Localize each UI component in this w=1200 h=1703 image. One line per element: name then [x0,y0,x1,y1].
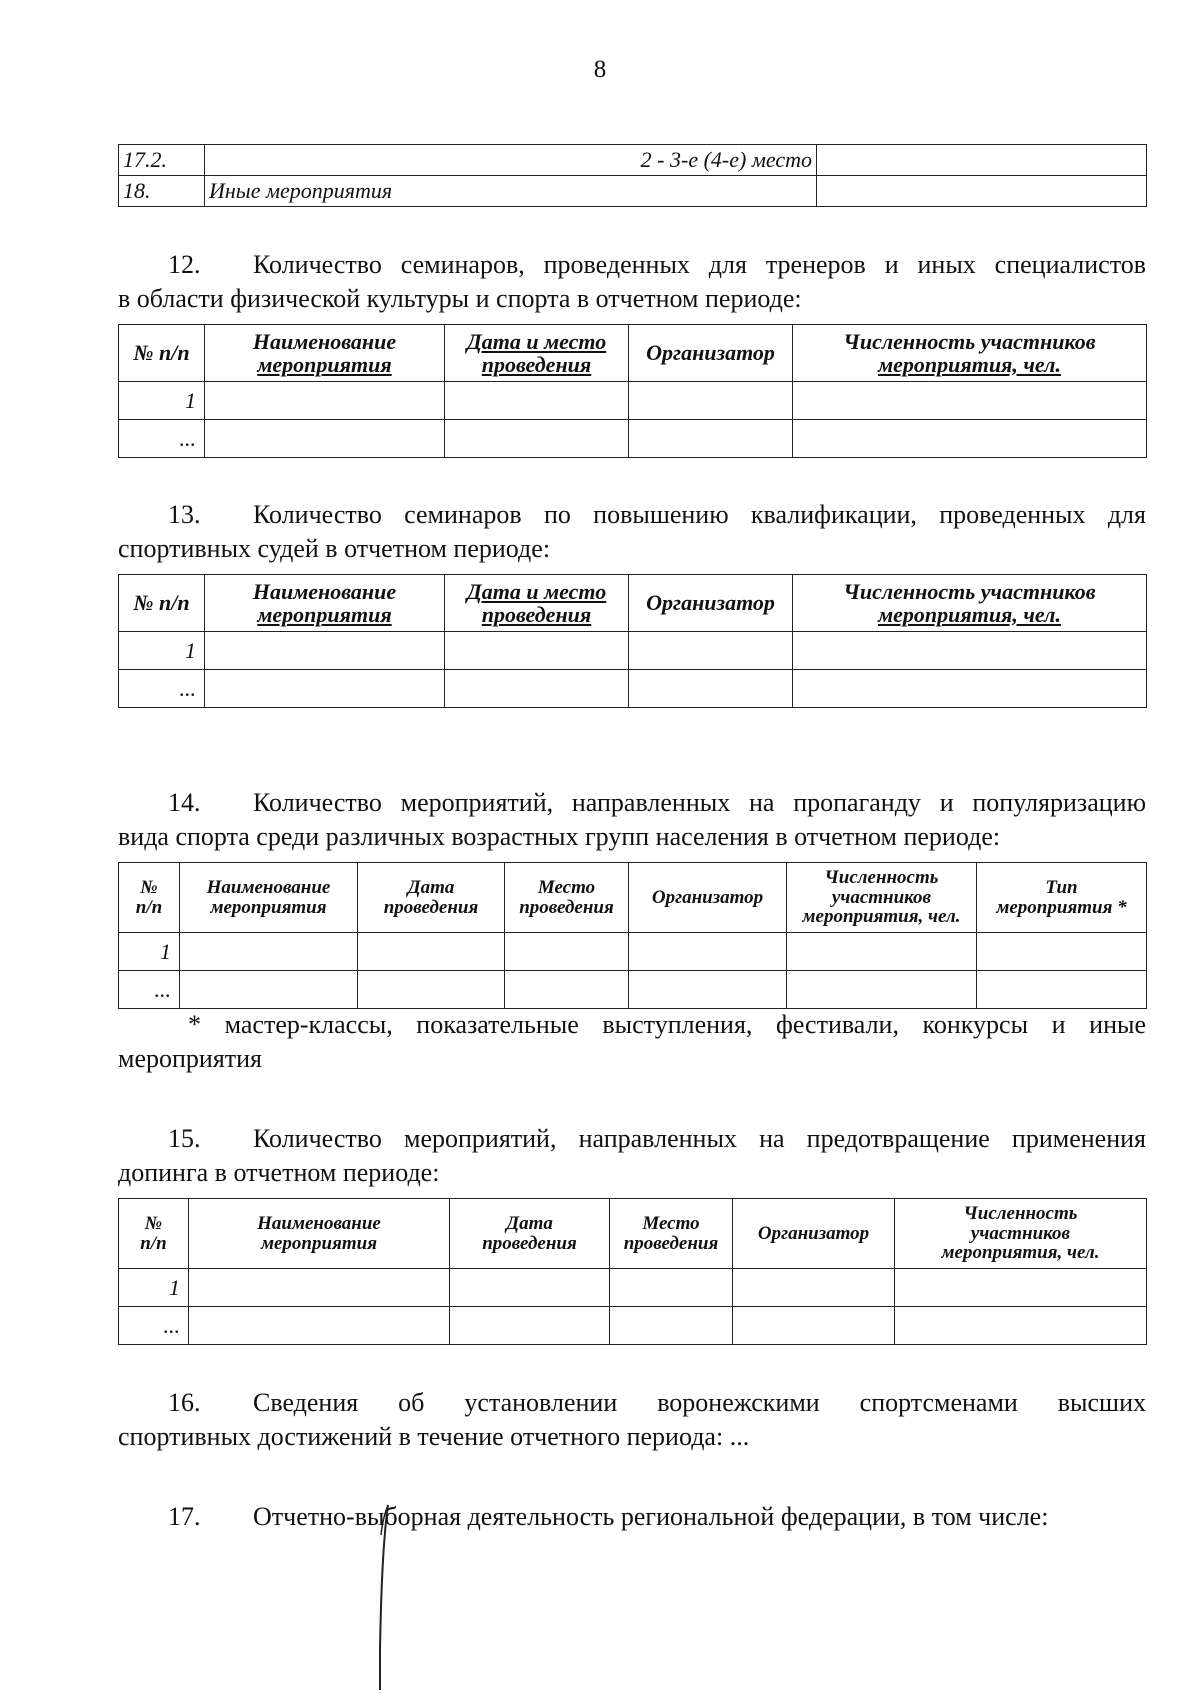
section-15-line2: допинга в отчетном периоде: [118,1158,440,1187]
table-row [119,1269,1147,1307]
row-number: 18. [119,176,205,207]
header-name: Наименование мероприятия [205,325,445,382]
section-13-text [118,498,1146,566]
seminars-coaches-table [118,324,1147,458]
footnote-line1: * мастер-классы, показательные выступления, фестивали, конкурсы и иные [188,1010,1146,1039]
row-value [817,145,1147,176]
header-date-place: Дата и место проведения [445,575,629,632]
header-place: Место проведения [505,863,629,933]
promotion-events-table [118,862,1147,1009]
row-number: 1 [119,632,205,670]
section-14-text [118,786,1146,854]
header-date: Дата проведения [450,1199,610,1269]
table-header-row [119,325,1147,382]
section-15-text [118,1122,1146,1190]
header-date: Дата проведения [358,863,505,933]
row-value [817,176,1147,207]
header-organizer: Организатор [629,325,793,382]
header-number: № п/п [119,325,205,382]
table-header-row [119,575,1147,632]
section-17-number: 17. [168,1502,201,1531]
section-13-line1: Количество семинаров по повышению квалификации, проведенных для [253,500,1146,529]
section-12-line2: в области физической культуры и спорта в отчетном периоде: [118,284,802,313]
header-name: Наименование мероприятия [189,1199,450,1269]
section-16-text [118,1386,1146,1454]
seminars-judges-table [118,574,1147,708]
row-number: ... [119,1307,189,1345]
row-name: Иные мероприятия [205,176,817,207]
row-number: 1 [119,933,180,971]
header-name: Наименование мероприятия [205,575,445,632]
header-organizer: Организатор [733,1199,895,1269]
row-name: 2 - 3-е (4-е) место [205,145,817,176]
row-number: ... [119,420,205,458]
anti-doping-events-table [118,1198,1147,1345]
header-number: № п/п [119,575,205,632]
header-organizer: Организатор [629,863,787,933]
header-participants: Численность участников мероприятия, чел. [793,325,1147,382]
table-row [119,176,1147,207]
table-header-row [119,1199,1147,1269]
row-number: ... [119,670,205,708]
table-header-row [119,863,1147,933]
section-12-text [118,248,1146,316]
section-13-line2: спортивных судей в отчетном периоде: [118,534,551,563]
section-12-number: 12. [168,250,201,279]
section-14-line1: Количество мероприятий, направленных на пропаганду и популяризацию [253,788,1146,817]
header-organizer: Организатор [629,575,793,632]
table-row [119,670,1147,708]
results-table-continuation [118,144,1147,207]
header-date-place: Дата и место проведения [445,325,629,382]
table-row [119,420,1147,458]
header-participants: Численность участников мероприятия, чел. [787,863,977,933]
section-12-line1: Количество семинаров, проведенных для тренеров и иных специалистов [253,250,1146,279]
section-17-text [118,1500,1146,1534]
table-row [119,971,1147,1009]
header-participants: Численность участников мероприятия, чел. [793,575,1147,632]
header-number: № п/п [119,1199,189,1269]
header-place: Место проведения [610,1199,733,1269]
header-event-type: Тип мероприятия * [977,863,1147,933]
row-number: 1 [119,382,205,420]
table-row [119,1307,1147,1345]
table-row [119,382,1147,420]
row-number: 17.2. [119,145,205,176]
page-number: 8 [593,56,607,83]
section-16-line1: Сведения об установлении воронежскими спортсменами высших [253,1388,1146,1417]
section-15-line1: Количество мероприятий, направленных на предотвращение применения [253,1124,1146,1153]
header-number: № п/п [119,863,180,933]
section-14-footnote [118,1008,1146,1076]
section-13-number: 13. [168,500,201,529]
section-16-number: 16. [168,1388,201,1417]
section-16-line2: спортивных достижений в течение отчетного периода: ... [118,1422,750,1451]
footnote-line2: мероприятия [118,1044,263,1073]
section-14-line2: вида спорта среди различных возрастных групп населения в отчетном периоде: [118,822,1001,851]
section-17-line1: Отчетно-выборная деятельность региональной федерации, в том числе: [253,1502,1049,1531]
table-row [119,632,1147,670]
table-row [119,145,1147,176]
header-participants: Численность участников мероприятия, чел. [895,1199,1147,1269]
section-14-number: 14. [168,788,201,817]
section-15-number: 15. [168,1124,201,1153]
table-row [119,933,1147,971]
row-number: 1 [119,1269,189,1307]
row-number: ... [119,971,180,1009]
header-name: Наименование мероприятия [180,863,358,933]
